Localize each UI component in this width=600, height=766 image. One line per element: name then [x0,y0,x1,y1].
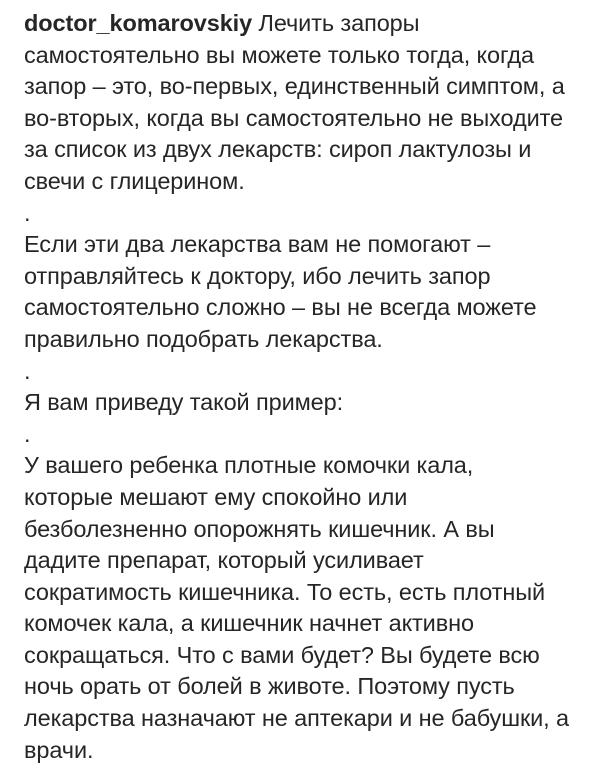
caption-line: комочек кала, а кишечник начнет активно [24,610,474,637]
caption-line: за список из двух лекарств: сироп лактулозы и [24,136,532,163]
post-caption [24,8,590,766]
caption-line: сокращаться. Что с вами будет? Вы будете всю [24,641,540,668]
caption-line: безболезненно опорожнять кишечник. А вы [24,515,495,542]
caption-line: врачи. [24,736,94,763]
paragraph-separator: . [24,199,31,226]
caption-line: У вашего ребенка плотные комочки кала, [24,452,474,479]
caption-line: свечи с глицерином. [24,167,245,194]
caption-line: ночь орать от болей в животе. Поэтому пусть [24,673,515,700]
caption-line: запор – это, во-первых, единственный симптом, а [24,73,565,100]
caption-paragraph-2 [24,229,590,355]
caption-line: отправляйтесь к доктору, ибо лечить запор [24,262,491,289]
caption-line: правильно подобрать лекарства. [24,325,383,352]
caption-line: во-вторых, когда вы самостоятельно не выходите [24,104,563,131]
caption-first-line [24,8,590,40]
caption-line: которые мешают ему спокойно или [24,483,408,510]
caption-line: сократимость кишечника. То есть, есть плотный [24,578,546,605]
caption-line: дадите препарат, который усиливает [24,547,424,574]
caption-line: самостоятельно вы можете только тогда, когда [24,41,534,68]
caption-paragraph-1 [24,8,590,198]
paragraph-separator: . [24,357,31,384]
caption-line: Если эти два лекарства вам не помогают – [24,231,491,258]
username-link[interactable]: doctor_komarovskiy [24,10,253,36]
caption-line: самостоятельно сложно – вы не всегда можете [24,294,537,321]
caption-line: Лечить запоры [258,10,420,36]
caption-line: Я вам приведу такой пример: [24,389,344,416]
paragraph-separator: . [24,420,31,447]
caption-paragraph-4 [24,450,590,766]
caption-line: лекарства назначают не аптекари и не бабушки, а [24,705,569,732]
caption-paragraph-3 [24,387,590,419]
